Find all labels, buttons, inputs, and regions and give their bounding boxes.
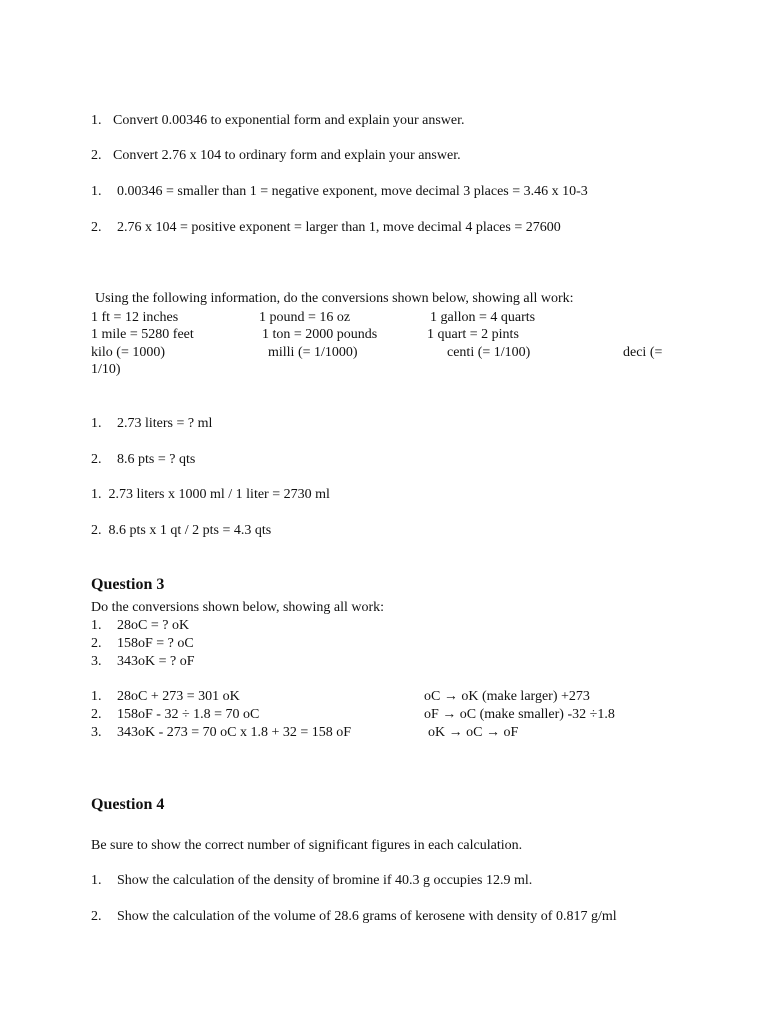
- q3-item-3-num: 3.: [91, 654, 102, 669]
- q2-info-gallon: 1 gallon = 4 quarts: [430, 310, 536, 325]
- q3-answer-3-num: 3.: [91, 725, 102, 740]
- q2-info-ft: 1 ft = 12 inches: [91, 310, 179, 325]
- q1-answer-2-num: 2.: [91, 220, 102, 235]
- q3-answer-1-text: 28oC + 273 = 301 oK: [117, 689, 240, 704]
- q2-answer-1: 1. 2.73 liters x 1000 ml / 1 liter = 2730 ml: [91, 487, 330, 502]
- q1-answer-1-num: 1.: [91, 184, 102, 199]
- q4-intro: Be sure to show the correct number of significant figures in each calculation.: [91, 838, 523, 853]
- q2-item-2-num: 2.: [91, 452, 102, 467]
- q3-answer-3-text: 343oK - 273 = 70 oC x 1.8 + 32 = 158 oF: [117, 725, 352, 740]
- q3-item-1-num: 1.: [91, 618, 102, 633]
- q2-item-1-num: 1.: [91, 416, 102, 431]
- q4-item-2-text: Show the calculation of the volume of 28.6 grams of kerosene with density of 0.817 g/ml: [117, 909, 617, 924]
- q2-info-mile: 1 mile = 5280 feet: [91, 327, 194, 342]
- q3-item-3-text: 343oK = ? oF: [117, 654, 195, 669]
- q1-answer-1-text: 0.00346 = smaller than 1 = negative exponent, move decimal 3 places = 3.46 x 10-3: [117, 184, 588, 199]
- q3-item-1-text: 28oC = ? oK: [117, 618, 190, 633]
- q4-heading: Question 4: [91, 796, 165, 813]
- q2-info-centi: centi (= 1/100): [447, 345, 531, 360]
- q3-answer-3-note: oK → oC → oF: [428, 725, 519, 740]
- q3-answer-2-note: oF → oC (make smaller) -32 ÷1.8: [424, 707, 615, 722]
- q4-item-2-num: 2.: [91, 909, 102, 924]
- q4-item-1-num: 1.: [91, 873, 102, 888]
- q1-item-1-text: Convert 0.00346 to exponential form and explain your answer.: [113, 113, 465, 128]
- q1-item-1-num: 1.: [91, 113, 102, 128]
- q3-answer-2-text: 158oF - 32 ÷ 1.8 = 70 oC: [117, 707, 260, 722]
- q2-intro: Using the following information, do the conversions shown below, showing all work:: [95, 291, 574, 306]
- q3-answer-2-num: 2.: [91, 707, 102, 722]
- q1-item-2-text: Convert 2.76 x 104 to ordinary form and explain your answer.: [113, 148, 461, 163]
- q2-item-1-text: 2.73 liters = ? ml: [117, 416, 213, 431]
- q2-info-milli: milli (= 1/1000): [268, 345, 358, 360]
- q2-info-quart: 1 quart = 2 pints: [427, 327, 519, 342]
- q1-answer-2-text: 2.76 x 104 = positive exponent = larger than 1, move decimal 4 places = 27600: [117, 220, 561, 235]
- q2-info-deci-wrap: 1/10): [91, 362, 121, 377]
- q4-item-1-text: Show the calculation of the density of bromine if 40.3 g occupies 12.9 ml.: [117, 873, 533, 888]
- q3-answer-1-num: 1.: [91, 689, 102, 704]
- q2-answer-2: 2. 8.6 pts x 1 qt / 2 pts = 4.3 qts: [91, 523, 272, 538]
- q3-answer-1-note: oC → oK (make larger) +273: [424, 689, 590, 704]
- q1-item-2-num: 2.: [91, 148, 102, 163]
- q2-item-2-text: 8.6 pts = ? qts: [117, 452, 196, 467]
- q3-item-2-num: 2.: [91, 636, 102, 651]
- q3-heading: Question 3: [91, 576, 165, 593]
- q3-item-2-text: 158oF = ? oC: [117, 636, 194, 651]
- q2-info-ton: 1 ton = 2000 pounds: [262, 327, 378, 342]
- q2-info-deci: deci (=: [623, 345, 663, 360]
- q3-intro: Do the conversions shown below, showing all work:: [91, 600, 385, 615]
- q2-info-kilo: kilo (= 1000): [91, 345, 165, 360]
- q2-info-pound: 1 pound = 16 oz: [259, 310, 351, 325]
